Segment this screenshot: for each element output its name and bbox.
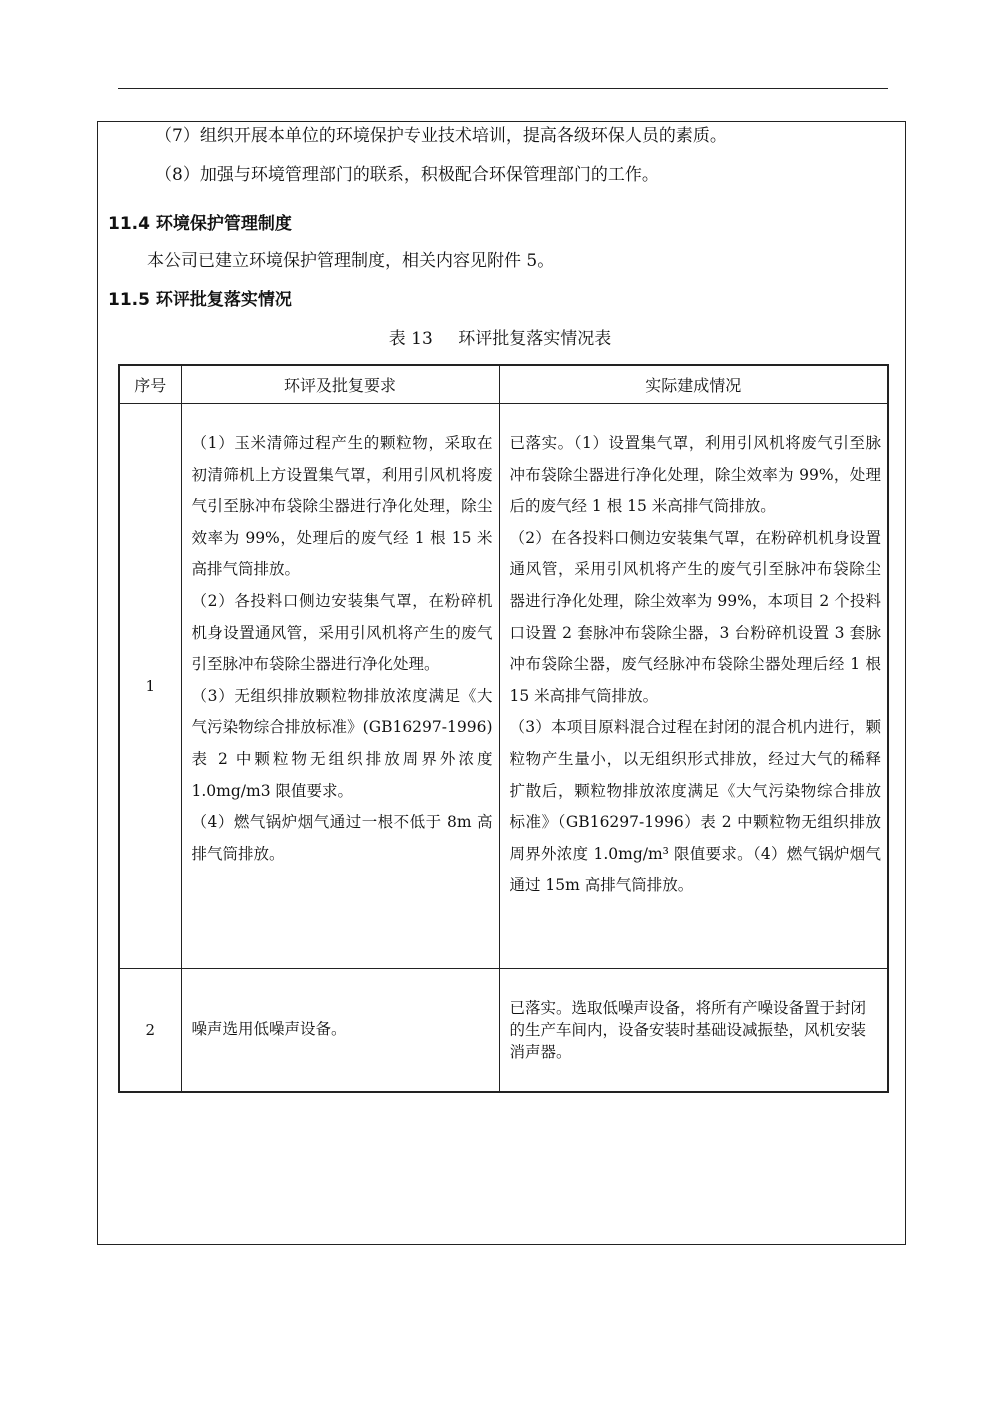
actual-item: 已落实。选取低噪声设备，将所有产噪设备置于封闭的生产车间内，设备安装时基础设减振垫，风机安装消声器。 <box>509 999 867 1061</box>
header-index: 序号 <box>119 365 181 404</box>
section-11-4-text: 本公司已建立环境保护管理制度，相关内容见附件 5。 <box>147 251 555 271</box>
actual-cell <box>499 404 888 969</box>
table-row <box>119 969 888 1093</box>
header-rule <box>118 88 888 89</box>
requirement-cell <box>181 969 499 1093</box>
actual-item: （3）本项目原料混合过程在封闭的混合机内进行，颗粒物产生量小，以无组织形式排放，经过大气的稀释扩散后，颗粒物排放浓度满足《大气污染物综合排放标准》（GB16297-1996）表 2 中颗粒物无组织排放周界外浓度 1.0mg/m³ 限值要求。（4）燃气锅炉烟气通过 15m 高排气筒排放。 <box>509 718 881 895</box>
row-number-cell <box>119 969 181 1093</box>
header-actual: 实际建成情况 <box>499 365 888 404</box>
row-number: 2 <box>145 1021 156 1039</box>
row-number: 1 <box>119 404 181 969</box>
requirement-item: （1）玉米清筛过程产生的颗粒物，采取在初清筛机上方设置集气罩，利用引风机将废气引至脉冲布袋除尘器进行净化处理，除尘效率为 99%，处理后的废气经 1 根 15 米高排气筒排放。 <box>191 434 493 579</box>
header-requirement: 环评及批复要求 <box>181 365 499 404</box>
table-row <box>119 404 888 969</box>
requirement-cell <box>181 404 499 969</box>
actual-item: 已落实。（1）设置集气罩，利用引风机将废气引至脉冲布袋除尘器进行净化处理，除尘效率为 99%，处理后的废气经 1 根 15 米高排气筒排放。 <box>509 434 881 516</box>
compliance-table <box>118 364 889 1093</box>
table-number: 表 13 <box>388 329 433 349</box>
actual-cell <box>499 969 888 1093</box>
table-header-row <box>119 365 888 404</box>
section-11-4-heading: 11.4 环境保护管理制度 <box>108 214 292 234</box>
requirement-item: （2）各投料口侧边安装集气罩，在粉碎机机身设置通风管，采用引风机将产生的废气引至脉冲布袋除尘器进行净化处理。 <box>191 591 493 674</box>
actual-item: （2）在各投料口侧边安装集气罩，在粉碎机机身设置通风管，采用引风机将产生的废气引至脉冲布袋除尘器进行净化处理，除尘效率为 99%，本项目 2 个投料口设置 2 套脉冲布袋除尘器，3 台粉碎机设置 3 套脉冲布袋除尘器，废气经脉冲布袋除尘器处理后经 1 根 15 米高排气筒排放。 <box>509 528 881 705</box>
requirement-item: （3）无组织排放颗粒物排放浓度满足《大气污染物综合排放标准》(GB16297-1996)表 2 中颗粒物无组织排放周界外浓度 1.0mg/m3 限值要求。 <box>191 686 493 800</box>
item-8: （8）加强与环境管理部门的联系，积极配合环保管理部门的工作。 <box>155 165 659 185</box>
requirement-item: 噪声选用低噪声设备。 <box>191 1020 347 1038</box>
item-7: （7）组织开展本单位的环境保护专业技术培训，提高各级环保人员的素质。 <box>155 126 727 146</box>
requirement-item: （4）燃气锅炉烟气通过一根不低于 8m 高排气筒排放。 <box>191 813 493 863</box>
section-11-5-heading: 11.5 环评批复落实情况 <box>108 290 292 310</box>
table-caption <box>0 328 1000 350</box>
table-title: 环评批复落实情况表 <box>458 329 612 349</box>
